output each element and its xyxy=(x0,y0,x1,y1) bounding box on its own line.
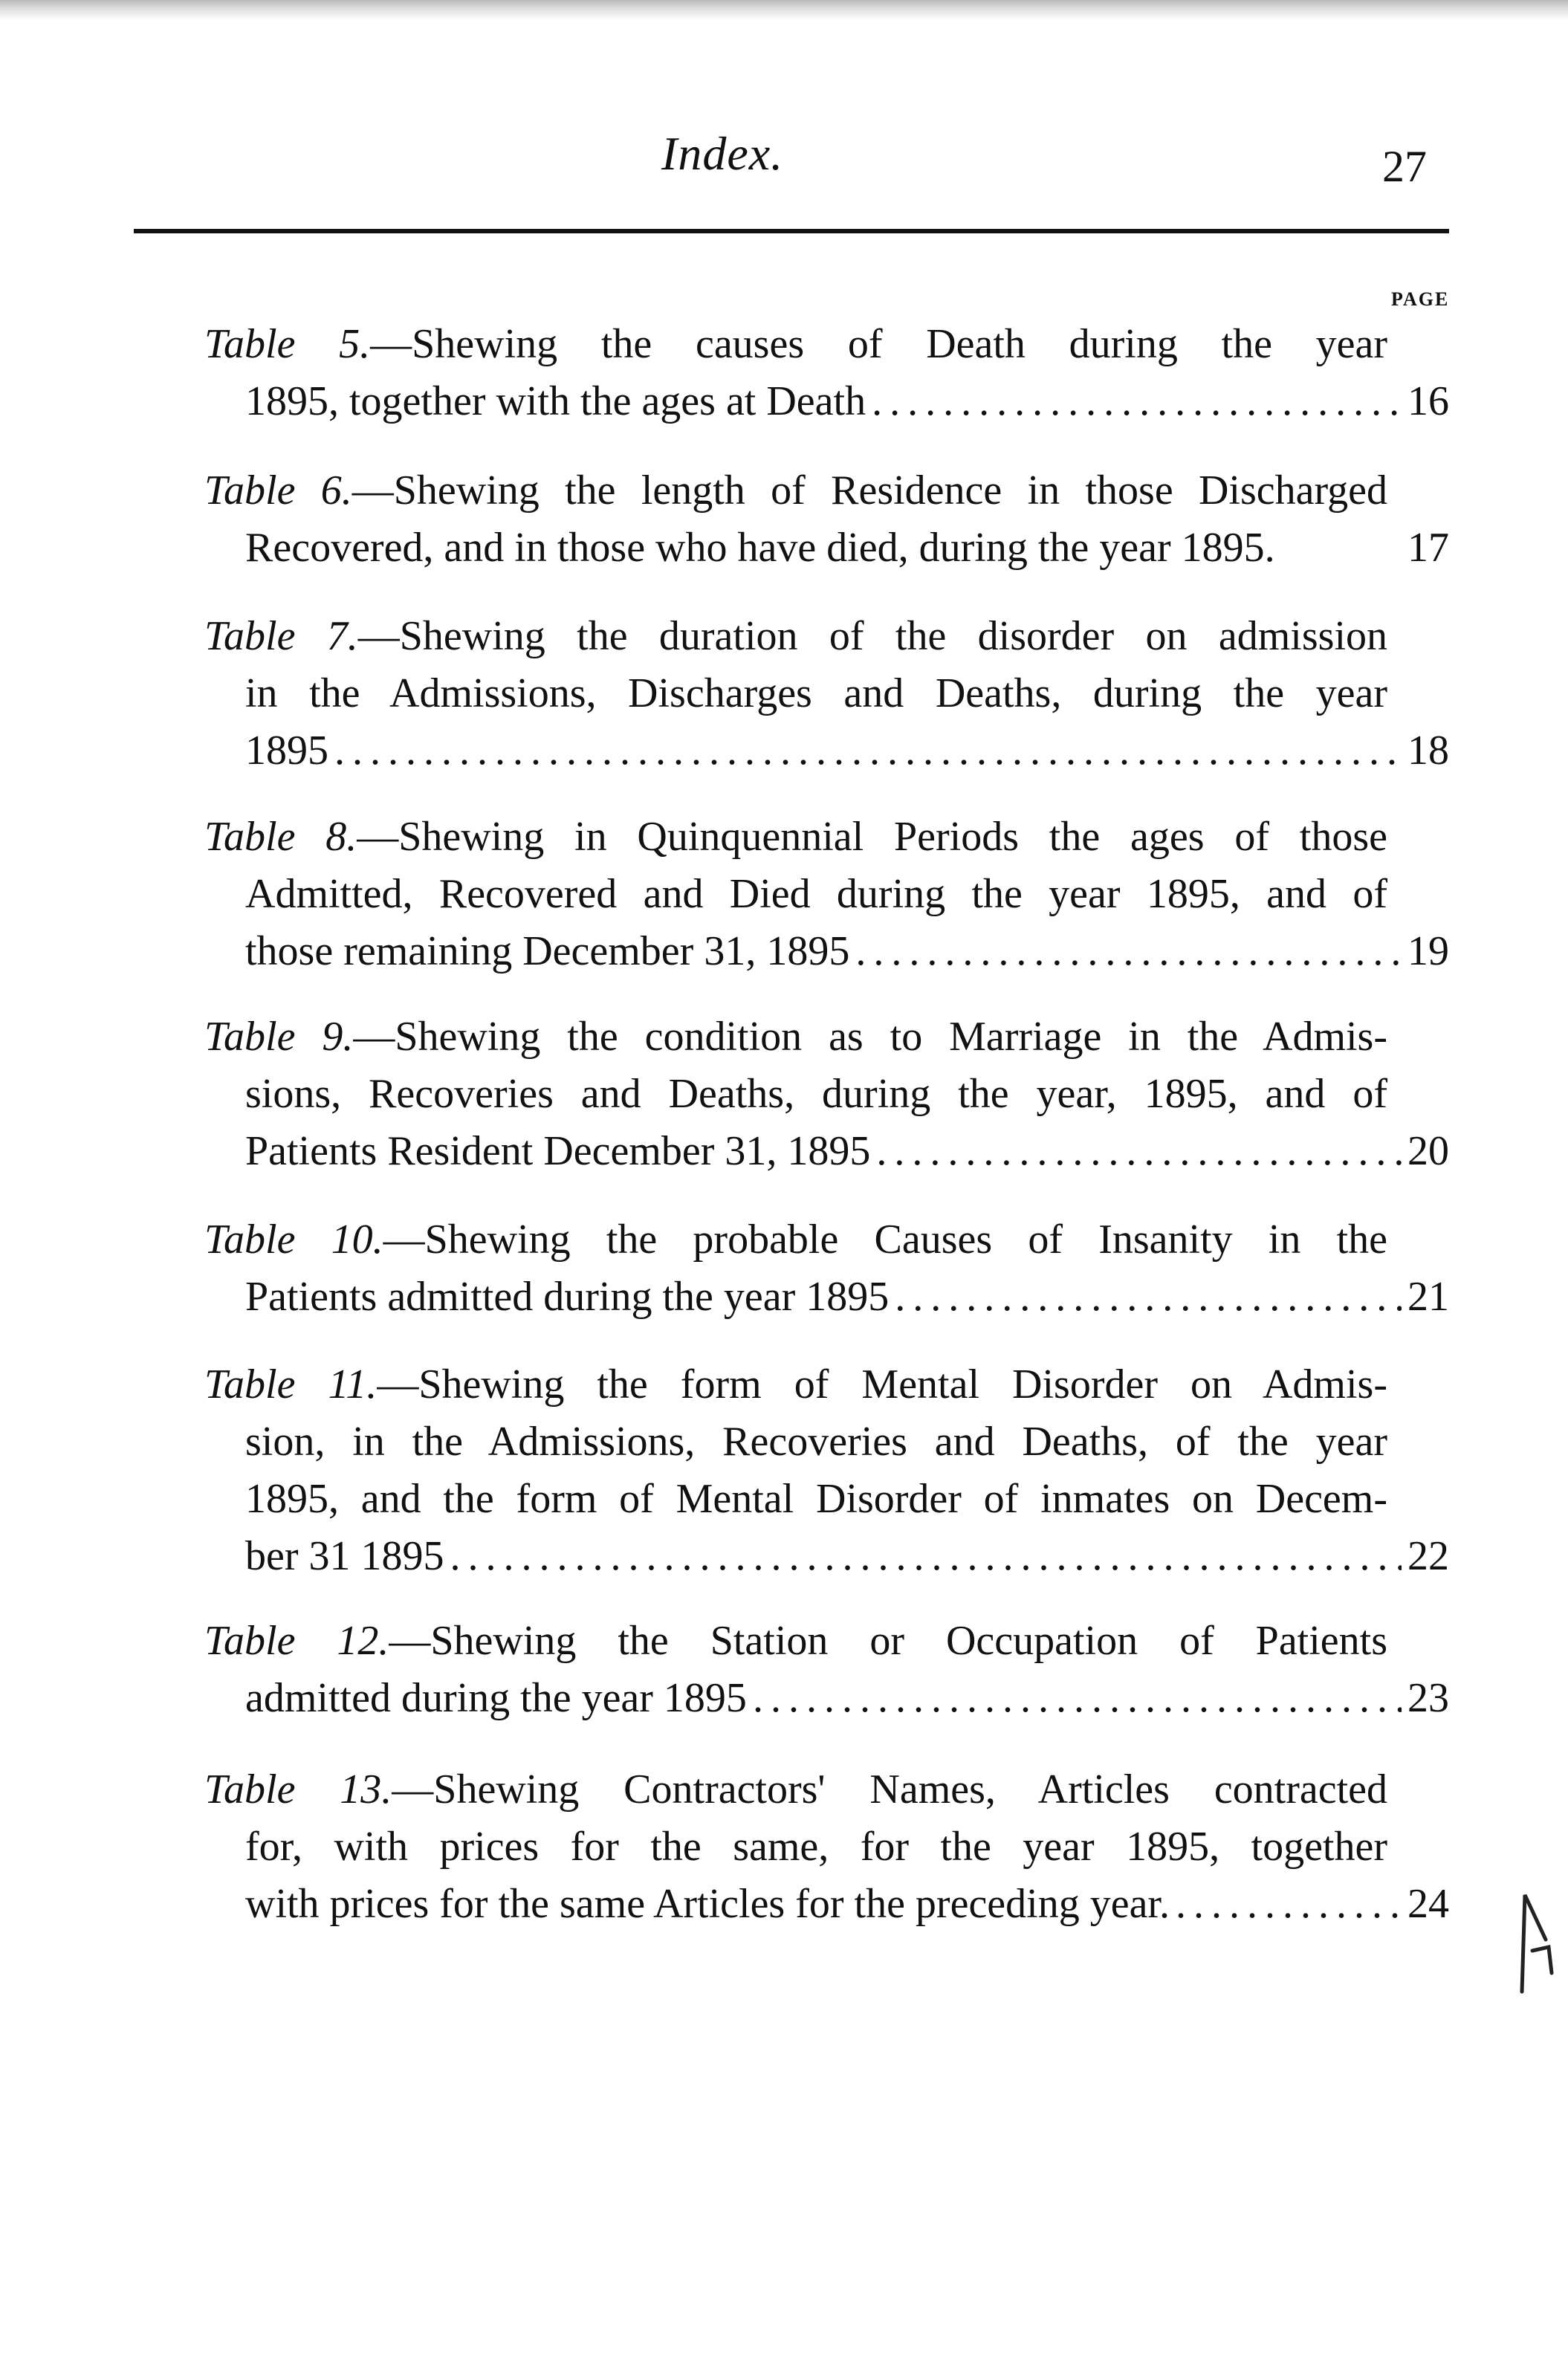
entry-page-number: 17 xyxy=(1407,525,1449,571)
entry-line: sions, Recoveries and Deaths, during the year, 1895, and of xyxy=(245,1071,1387,1117)
entry-line-last xyxy=(204,722,1449,780)
entry-line-last xyxy=(204,519,1449,577)
entry-line-last xyxy=(204,1123,1449,1180)
leader-dots xyxy=(872,373,1402,430)
entry-line: in the Admissions, Discharges and Deaths, during the year xyxy=(245,670,1387,716)
index-entry-table-12 xyxy=(204,1613,1449,1727)
margin-pencil-mark xyxy=(1516,1880,1561,1999)
entry-text: with prices for the same Articles for the preceding year. xyxy=(245,1881,1170,1927)
entry-line: for, with prices for the same, for the year 1895, together xyxy=(245,1824,1387,1870)
page-column-label: PAGE xyxy=(1391,288,1450,310)
entry-text: —Shewing Contractors' Names, Articles contracted xyxy=(392,1766,1388,1813)
table-name: Table 5. xyxy=(204,321,371,367)
entry-line: 1895, and the form of Mental Disorder of inmates on Decem- xyxy=(245,1476,1387,1522)
entry-text: those remaining December 31, 1895 xyxy=(245,928,850,974)
index-entry-table-8 xyxy=(204,809,1449,980)
entry-page-number: 19 xyxy=(1407,928,1449,974)
entry-text: —Shewing the condition as to Marriage in the Admis- xyxy=(353,1014,1387,1060)
table-name: Table 6. xyxy=(204,467,352,514)
leader-dots xyxy=(753,1670,1402,1727)
table-name: Table 11. xyxy=(204,1361,378,1408)
index-entry-table-13 xyxy=(204,1761,1449,1933)
entry-line xyxy=(204,316,1387,373)
index-entry-table-9 xyxy=(204,1008,1449,1180)
entry-line-last xyxy=(204,923,1449,980)
table-name: Table 8. xyxy=(204,814,357,860)
entry-text: Patients admitted during the year 1895 xyxy=(245,1274,890,1320)
entry-page-number: 20 xyxy=(1407,1128,1449,1174)
entry-line-last xyxy=(204,1670,1449,1727)
entry-line-last xyxy=(204,1876,1449,1933)
header-rule xyxy=(134,229,1449,233)
entry-text: Patients Resident December 31, 1895 xyxy=(245,1128,871,1174)
entry-page-number: 18 xyxy=(1407,728,1449,774)
index-entry-table-10 xyxy=(204,1211,1449,1326)
entry-line xyxy=(204,1613,1387,1670)
entry-line-last xyxy=(204,1269,1449,1326)
entry-page-number: 22 xyxy=(1407,1533,1449,1579)
entry-page-number: 16 xyxy=(1407,378,1449,424)
scan-edge xyxy=(0,0,1568,21)
entry-line xyxy=(204,1356,1387,1413)
entry-line xyxy=(204,1008,1387,1066)
entry-line xyxy=(204,608,1387,665)
leader-dots xyxy=(1176,1876,1402,1933)
entry-line xyxy=(204,462,1387,519)
entry-text: —Shewing in Quinquennial Periods the ages of those xyxy=(357,814,1387,860)
page-number: 27 xyxy=(1382,142,1427,191)
entry-line xyxy=(204,1761,1387,1818)
entry-line: Admitted, Recovered and Died during the year 1895, and of xyxy=(245,871,1387,917)
entry-text: —Shewing the duration of the disorder on admission xyxy=(357,613,1388,659)
entry-line xyxy=(204,1211,1387,1269)
leader-dots xyxy=(334,722,1402,780)
table-name: Table 12. xyxy=(204,1618,389,1664)
entry-page-number: 21 xyxy=(1407,1274,1449,1320)
entry-text: —Shewing the length of Residence in those Discharged xyxy=(351,467,1387,514)
table-name: Table 13. xyxy=(204,1766,392,1813)
entry-line-last xyxy=(204,1528,1449,1585)
table-name: Table 9. xyxy=(204,1014,354,1060)
leader-dots xyxy=(855,923,1402,980)
entry-text: —Shewing the form of Mental Disorder on Admis- xyxy=(377,1361,1387,1408)
table-name: Table 7. xyxy=(204,613,358,659)
entry-page-number: 24 xyxy=(1407,1881,1449,1927)
index-entry-table-5 xyxy=(204,316,1449,430)
entry-text: admitted during the year 1895 xyxy=(245,1675,747,1721)
entry-page-number: 23 xyxy=(1407,1675,1449,1721)
entry-text: —Shewing the Station or Occupation of Patients xyxy=(389,1618,1387,1664)
running-title: Index. xyxy=(661,127,784,180)
entry-text: 1895 xyxy=(245,728,328,774)
entry-text: Recovered, and in those who have died, during the year 1895. xyxy=(245,525,1275,571)
leader-dots xyxy=(895,1269,1402,1326)
index-entry-table-6 xyxy=(204,462,1449,577)
table-name: Table 10. xyxy=(204,1217,383,1263)
entry-line-last xyxy=(204,373,1449,430)
entry-line xyxy=(204,809,1387,866)
entry-text: —Shewing the probable Causes of Insanity in the xyxy=(383,1217,1388,1263)
index-entry-table-11 xyxy=(204,1356,1449,1585)
entry-line: sion, in the Admissions, Recoveries and Deaths, of the year xyxy=(245,1419,1387,1465)
leader-dots xyxy=(450,1528,1402,1585)
entry-text: ber 31 1895 xyxy=(245,1533,444,1579)
index-entry-table-7 xyxy=(204,608,1449,780)
leader-dots xyxy=(876,1123,1402,1180)
entry-text: 1895, together with the ages at Death xyxy=(245,378,866,424)
entry-text: —Shewing the causes of Death during the year xyxy=(370,321,1388,367)
